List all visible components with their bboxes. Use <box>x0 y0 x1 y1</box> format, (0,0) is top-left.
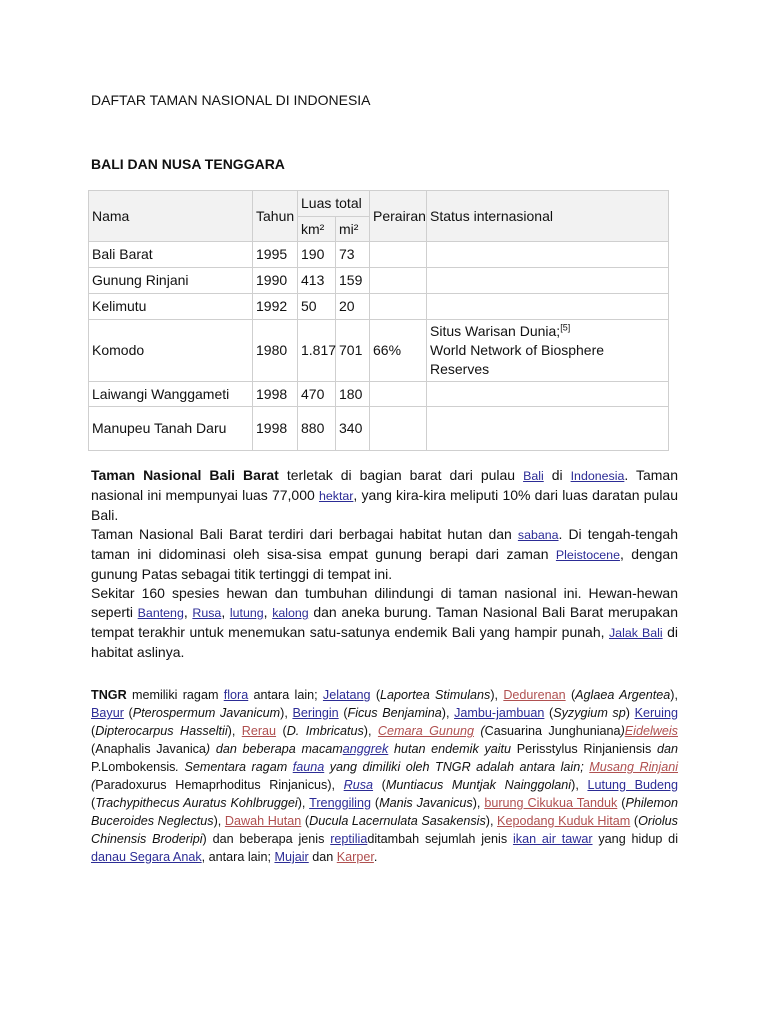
cell-nama: Komodo <box>89 320 253 382</box>
text: ( <box>565 688 576 702</box>
text: . Sementara ragam <box>175 760 293 774</box>
text: ) <box>620 724 625 738</box>
link-trenggiling[interactable]: Trenggiling <box>309 796 371 810</box>
text: , yang kira-kira meliputi 10% dari luas daratan pulau Bali. <box>91 487 678 523</box>
text: terletak di bagian barat dari pulau <box>278 467 524 483</box>
species-name: Paradoxurus Hemaprhoditus Rinjanicus <box>95 778 328 792</box>
cell-nama: Manupeu Tanah Daru <box>89 407 253 451</box>
link-jelatang[interactable]: Jelatang <box>322 688 371 702</box>
reference-link[interactable]: [5] <box>560 322 571 333</box>
text: ( <box>630 814 639 828</box>
header-luas-total: Luas total <box>298 191 370 217</box>
cell-status <box>427 242 669 268</box>
document-title: DAFTAR TAMAN NASIONAL DI INDONESIA <box>91 92 371 108</box>
link-fauna[interactable]: fauna <box>292 760 325 774</box>
bold-term: Taman Nasional Bali Barat <box>91 467 279 483</box>
cell-nama: Gunung Rinjani <box>89 268 253 294</box>
cell-nama: Laiwangi Wanggameti <box>89 382 253 407</box>
text: ( <box>91 742 96 756</box>
text: . <box>373 850 378 864</box>
link-hektar[interactable]: hektar <box>318 489 354 503</box>
link-banteng[interactable]: Banteng <box>137 606 184 620</box>
link-jalak-bali[interactable]: Jalak Bali <box>608 626 663 640</box>
cell-km2: 880 <box>298 407 336 451</box>
link-flora[interactable]: flora <box>223 688 249 702</box>
text: , dengan gunung Patas sebagai titik tertinggi di tempat ini. <box>91 546 678 582</box>
species-name: Muntiacus Muntjak Nainggolani <box>385 778 572 792</box>
species-name: Laportea Stimulans <box>380 688 491 702</box>
cell-mi2: 159 <box>336 268 370 294</box>
link-musang-rinjani[interactable]: Musang Rinjani <box>589 760 678 774</box>
paragraph <box>91 584 678 662</box>
cell-km2: 470 <box>298 382 336 407</box>
cell-tahun: 1998 <box>253 382 298 407</box>
species-name: Pterospermum Javanicum <box>132 706 281 720</box>
cell-mi2: 701 <box>336 320 370 382</box>
text: , antara lain; <box>201 850 275 864</box>
species-name: Philemon Buceroides Neglectus <box>91 796 678 828</box>
text: ), <box>227 724 242 738</box>
cell-perairan <box>370 242 427 268</box>
text: memiliki ragam <box>126 688 224 702</box>
bold-term: TNGR <box>91 688 127 702</box>
link-dedurenan[interactable]: Dedurenan <box>503 688 566 702</box>
link-reptilia[interactable]: reptilia <box>330 832 368 846</box>
national-parks-table <box>88 190 669 451</box>
text: ( <box>473 724 485 738</box>
cell-status <box>427 268 669 294</box>
species-name: Oriolus Chinensis Broderipi <box>91 814 678 846</box>
text: ) <box>625 706 635 720</box>
link-jambu-jambuan[interactable]: Jambu-jambuan <box>454 706 545 720</box>
cell-perairan <box>370 294 427 320</box>
cell-mi2: 20 <box>336 294 370 320</box>
header-status: Status internasional <box>427 191 669 242</box>
cell-perairan <box>370 382 427 407</box>
species-name: Ficus Benjamina <box>347 706 442 720</box>
text: ), <box>485 814 498 828</box>
cell-perairan <box>370 407 427 451</box>
text: ( <box>373 778 386 792</box>
text: antara lain; <box>248 688 323 702</box>
link-kalong[interactable]: kalong <box>272 606 309 620</box>
text: ( <box>123 706 133 720</box>
text: ), <box>571 778 588 792</box>
cell-perairan: 66% <box>370 320 427 382</box>
link-sabana[interactable]: sabana <box>517 528 559 542</box>
bali-barat-description <box>91 466 678 662</box>
status-line-2: World Network of Biosphere Reserves <box>430 342 605 377</box>
text: ), <box>472 796 485 810</box>
section-title: BALI DAN NUSA TENGGARA <box>91 156 285 172</box>
text: dan aneka burung. Taman Nasional Bali Barat merupakan tempat terakhir untuk menemukan satu-satunya endemik Bali yang hampir punah, <box>91 604 678 640</box>
table-row <box>89 294 669 320</box>
link-eidelweis[interactable]: Eidelweis <box>624 724 678 738</box>
text: , <box>263 604 273 620</box>
text: ( <box>91 796 96 810</box>
cell-perairan <box>370 268 427 294</box>
cell-km2: 1.817 <box>298 320 336 382</box>
header-km2: km² <box>298 217 336 242</box>
text: di habitat aslinya. <box>91 624 678 660</box>
header-perairan: Perairan <box>370 191 427 242</box>
text: dan <box>651 742 678 756</box>
species-name: Aglaea Argentea <box>575 688 671 702</box>
table-row <box>89 382 669 407</box>
link-lutung[interactable]: lutung <box>229 606 264 620</box>
header-nama: Nama <box>89 191 253 242</box>
cell-tahun: 1995 <box>253 242 298 268</box>
link-rerau[interactable]: Rerau <box>241 724 277 738</box>
paragraph <box>91 525 678 584</box>
cell-tahun: 1998 <box>253 407 298 451</box>
species-name: Casuarina Junghuniana <box>484 724 621 738</box>
link-bali[interactable]: Bali <box>523 469 544 483</box>
text: , <box>221 604 230 620</box>
text: di <box>543 467 571 483</box>
table-row <box>89 407 669 451</box>
link-indonesia[interactable]: Indonesia <box>570 469 625 483</box>
cell-status <box>427 382 669 407</box>
link-cikukua-tanduk[interactable]: burung Cikukua Tanduk <box>484 796 618 810</box>
text: ), <box>280 706 293 720</box>
species-name: Ducula Lacernulata Sasakensis <box>309 814 486 828</box>
link-beringin[interactable]: Beringin <box>292 706 339 720</box>
text: hutan endemik yaitu <box>388 742 517 756</box>
link-anggrek[interactable]: anggrek <box>342 742 389 756</box>
text: ( <box>370 796 380 810</box>
text: ), <box>327 778 344 792</box>
cell-nama: Kelimutu <box>89 294 253 320</box>
header-tahun: Tahun <box>253 191 298 242</box>
link-rusa[interactable]: Rusa <box>343 778 374 792</box>
link-pleistocene[interactable]: Pleistocene <box>555 548 620 562</box>
cell-mi2: 73 <box>336 242 370 268</box>
text: . Taman nasional ini mempunyai luas 77,000 <box>91 467 678 503</box>
species-name: Trachypithecus Auratus Kohlbruggei <box>95 796 298 810</box>
text: ), <box>490 688 504 702</box>
cell-mi2: 180 <box>336 382 370 407</box>
table-row <box>89 320 669 382</box>
species-name: Manis Javanicus <box>379 796 473 810</box>
text: ), <box>363 724 378 738</box>
species-name: Dipterocarpus Hasseltii <box>95 724 228 738</box>
cell-status <box>427 320 669 382</box>
link-keruing[interactable]: Keruing <box>634 706 678 720</box>
cell-km2: 413 <box>298 268 336 294</box>
link-lutung-budeng[interactable]: Lutung Budeng <box>587 778 678 792</box>
paragraph <box>91 466 678 525</box>
text: yang hidup di <box>592 832 678 846</box>
link-cemara-gunung[interactable]: Cemara Gunung <box>377 724 474 738</box>
text: , <box>183 604 193 620</box>
text: ditambah sejumlah jenis <box>367 832 513 846</box>
text: Sekitar 160 spesies hewan dan tumbuhan dilindungi di taman nasional ini. Hewan-hewan seperti <box>91 585 678 620</box>
text: ) dan beberapa jenis <box>202 832 331 846</box>
link-dawah-hutan[interactable]: Dawah Hutan <box>224 814 302 828</box>
cell-tahun: 1992 <box>253 294 298 320</box>
cell-km2: 50 <box>298 294 336 320</box>
cell-km2: 190 <box>298 242 336 268</box>
text: Taman Nasional Bali Barat terdiri dari berbagai habitat hutan dan <box>91 526 518 542</box>
species-name: D. Imbricatus <box>286 724 364 738</box>
text: ) dan beberapa macam <box>205 742 343 756</box>
text: ( <box>91 778 96 792</box>
link-ikan-air-tawar[interactable]: ikan air tawar <box>512 832 593 846</box>
cell-tahun: 1990 <box>253 268 298 294</box>
text: ( <box>276 724 287 738</box>
species-name: P.Lombokensis <box>91 760 176 774</box>
species-name: Anaphalis Javanica <box>95 742 206 756</box>
link-kepodang-kuduk-hitam[interactable]: Kepodang Kuduk Hitam <box>497 814 631 828</box>
text: ), <box>670 688 678 702</box>
status-line-1 <box>430 322 665 341</box>
link-mujair[interactable]: Mujair <box>274 850 309 864</box>
status-text: Situs Warisan Dunia; <box>430 323 561 339</box>
tngr-paragraph <box>91 686 678 866</box>
link-karper[interactable]: Karper <box>336 850 374 864</box>
text: ), <box>441 706 455 720</box>
text: yang dimiliki oleh TNGR adalah antara lain; <box>324 760 590 774</box>
species-name: Perisstylus Rinjaniensis <box>516 742 652 756</box>
text: dan <box>308 850 337 864</box>
link-danau-segara-anak[interactable]: danau Segara Anak <box>91 850 202 864</box>
cell-nama: Bali Barat <box>89 242 253 268</box>
text: ( <box>370 688 381 702</box>
text: ( <box>301 814 310 828</box>
text: ), <box>213 814 225 828</box>
cell-status <box>427 407 669 451</box>
text: ( <box>338 706 348 720</box>
text: ( <box>544 706 554 720</box>
text: ( <box>617 796 626 810</box>
cell-tahun: 1980 <box>253 320 298 382</box>
link-bayur[interactable]: Bayur <box>91 706 124 720</box>
link-rusa[interactable]: Rusa <box>192 606 222 620</box>
species-name: Syzygium sp <box>553 706 626 720</box>
cell-mi2: 340 <box>336 407 370 451</box>
cell-status <box>427 294 669 320</box>
header-mi2: mi² <box>336 217 370 242</box>
table-row <box>89 242 669 268</box>
text: . Di tengah-tengah taman ini didominasi oleh sisa-sisa empat gunung berapi dari zaman <box>91 526 679 562</box>
table-row <box>89 268 669 294</box>
text: ), <box>297 796 310 810</box>
text: ( <box>91 724 96 738</box>
